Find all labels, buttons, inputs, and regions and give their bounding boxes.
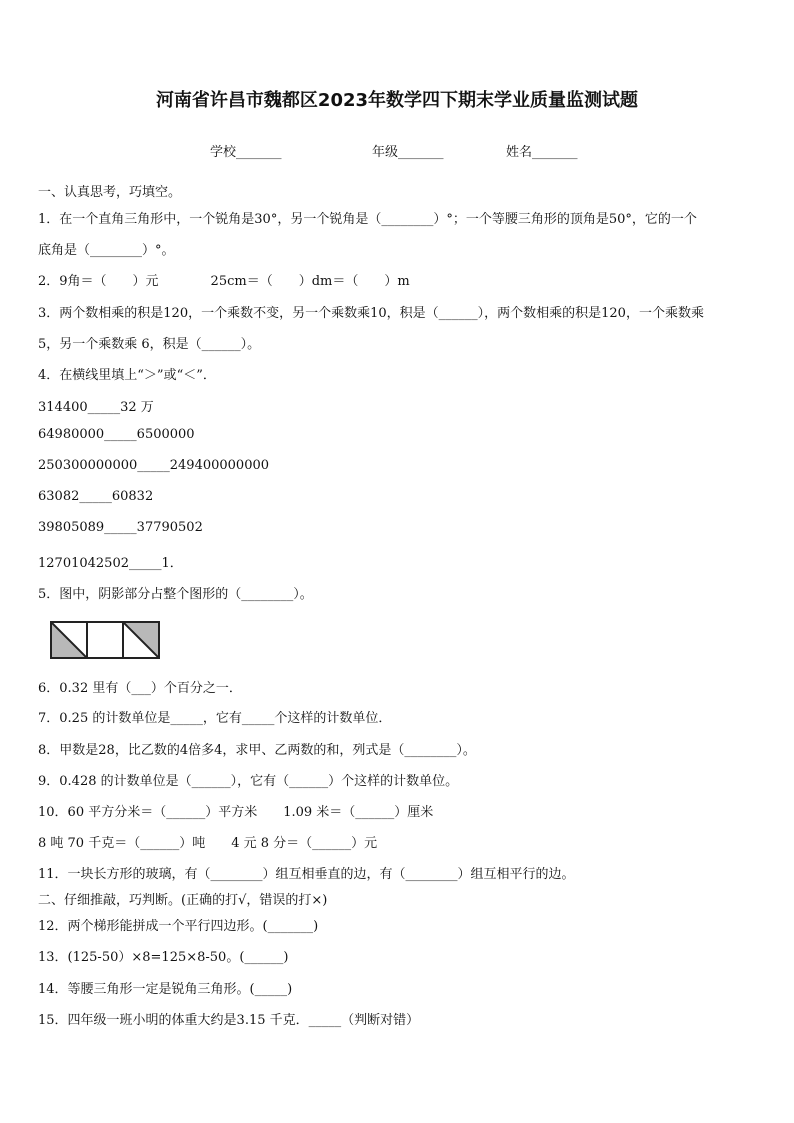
figure-cell-shaded-left (50, 621, 88, 659)
compare-item: 39805089_____37790502 (38, 520, 203, 535)
question-6: 6．0.32 里有（___）个百分之一． (38, 681, 242, 696)
page-title: 河南省许昌市魏都区2023年数学四下期末学业质量监测试题 (155, 90, 639, 111)
question-14: 14．等腰三角形一定是锐角三角形。(_____) (38, 982, 293, 997)
compare-item: 250300000000_____249400000000 (38, 458, 270, 473)
name-field[interactable]: 姓名_______ (506, 145, 578, 160)
question-1: 1．在一个直角三角形中，一个锐角是30°，另一个锐角是（________）°；一个等腰三角形的顶角是50°，它的一个 (38, 212, 697, 227)
school-field[interactable]: 学校_______ (210, 145, 282, 160)
question-4: 4．在横线里填上“＞”或“＜”． (38, 368, 216, 383)
question-13: 13．(125-50）×8=125×8-50。(______) (38, 950, 289, 965)
question-7: 7．0.25 的计数单位是_____，它有_____个这样的计数单位． (38, 711, 392, 726)
question-10: 10．60 平方分米＝（______）平方米 1.09 米＝（______）厘米 (38, 805, 434, 820)
compare-item: 63082_____60832 (38, 489, 154, 504)
figure-cell-blank (86, 621, 124, 659)
question-12: 12．两个梯形能拼成一个平行四边形。(_______) (38, 919, 319, 934)
question-8: 8．甲数是28，比乙数的4倍多4，求甲、乙两数的和，列式是（________）。 (38, 743, 476, 758)
grade-field[interactable]: 年级_______ (372, 145, 444, 160)
compare-item: 64980000_____6500000 (38, 427, 195, 442)
question-5: 5．图中，阴影部分占整个图形的（________）。 (38, 587, 313, 602)
compare-item: 314400_____32 万 (38, 400, 154, 415)
question-15: 15．四年级一班小明的体重大约是3.15 千克．_____（判断对错） (38, 1013, 420, 1028)
question-9: 9．0.428 的计数单位是（______），它有（______）个这样的计数单位。 (38, 774, 459, 789)
section-2-heading: 二、仔细推敲，巧判断。(正确的打√，错误的打×) (38, 893, 328, 908)
question-11: 11．一块长方形的玻璃，有（________）组互相垂直的边，有（________）组互相平行的边。 (38, 867, 575, 882)
question-2: 2．9角＝（ ）元 25cm＝（ ）dm＝（ ）m (38, 274, 410, 289)
question-3: 3．两个数相乘的积是120，一个乘数不变，另一个乘数乘10，积是（______），两个数相乘的积是120，一个乘数乘 (38, 306, 704, 321)
figure-cell-shaded-right (122, 621, 160, 659)
question-1-cont: 底角是（________）°。 (38, 243, 175, 258)
compare-item: 12701042502_____1． (38, 556, 183, 571)
shaded-figure (50, 621, 160, 659)
question-3-cont: 5，另一个乘数乘 6，积是（______）。 (38, 337, 261, 352)
section-1-heading: 一、认真思考，巧填空。 (38, 185, 182, 200)
question-10-cont: 8 吨 70 千克＝（______）吨 4 元 8 分＝（______）元 (38, 836, 378, 851)
